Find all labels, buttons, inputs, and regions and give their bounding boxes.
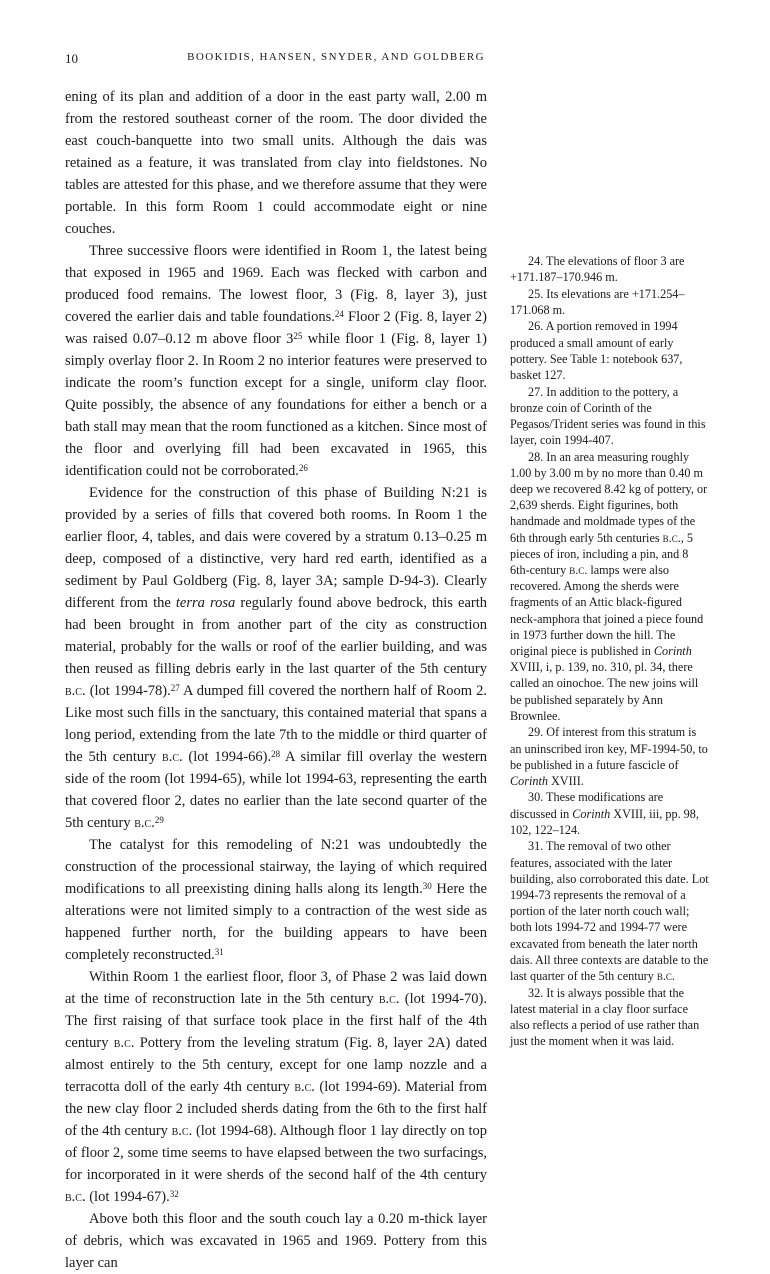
footnote-ref-24[interactable]: 24 (334, 308, 344, 319)
paragraph-1: ening of its plan and addition of a door in the east party wall, 2.00 m from the restored southeast corner of the room. The door divided the east couch-banquette into two small units. Although the dais was retained as a feature, it was translated from clay into fieldstones. No tables are attested for this phase, and we therefore assume that they were portable. In this form Room 1 could accommodate eight or nine couches. (65, 89, 487, 237)
footnote-29: 29. Of interest from this stratum is an uninscribed iron key, MF-1994-50, to be published in a future fascicle of Corinth XVIII. (510, 725, 708, 788)
paragraph-6: Above both this floor and the south couch lay a 0.20 m-thick layer of debris, which was excavated in 1965 and 1969. Pottery from this layer can (65, 1211, 487, 1271)
paragraph-5: Within Room 1 the earliest floor, floor 3, of Phase 2 was laid down at the time of reconstruction late in the 5th century b.c. (lot 1994-70). The first raising of that surface took place in the first half of the 4th century b.c. Pottery from the leveling stratum (Fig. 8, layer 2A) dated almost entirely to the 5th century, except for one lamp nozzle and a terracotta doll of the early 4th century b.c. (lot 1994-69). Material from the new clay floor 2 included sherds dating from the 6th to the first half of the 4th century b.c. (lot 1994-68). Although floor 1 lay directly on top of floor 2, some time seems to have elapsed between the two surfacings, for incorporated in it were sherds of the second half of the 4th century b.c. (lot 1994-67).$^{32}$ (65, 969, 488, 1205)
footnotes-column (510, 253, 710, 1050)
footnote-ref-32[interactable]: 32 (169, 1188, 179, 1199)
paragraph-3: Evidence for the construction of this phase of Building N:21 is provided by a series of fills that covered both rooms. In Room 1 the earlier floor, 4, tables, and dais were covered by a stratum 0.13–0.25 m deep, composed of a distinctive, very hard red earth, identified as a sediment by Paul Goldberg (Fig. 8, layer 3A; sample D-94-3). Clearly different from the terra rosa regularly found above bedrock, this earth had been brought in from another part of the city as construction material, probably for the walls or roof of the earlier building, and was then reused as filling debris early in the last quarter of the 5th century b.c. (lot 1994-78).$^{27}$ A dumped fill covered the northern half of Room 2. Like most such fills in the sanctuary, this contained material that spans a long period, extending from the late 7th to the middle or third quarter of the 5th century b.c. (lot 1994-66).$^{28}$ A similar fill overlay the western side of the room (lot 1994-65), while lot 1994-63, representing the earth that covered floor 2, dates no earlier than the late second quarter of the 5th century b.c.$^{29}$ (65, 485, 488, 831)
footnote-ref-26[interactable]: 26 (298, 462, 308, 473)
footnote-28: 28. In an area measuring roughly 1.00 by 3.00 m by no more than 0.40 m deep we recovered 8.42 kg of pottery, or 2,639 sherds. Eight figurines, both handmade and moldmade types of the 6th through early 5th centuries b.c., 5 pieces of iron, including a pin, and 8 6th-century b.c. lamps were also recovered. Among the sherds were fragments of an Attic black-figured neck-amphora that joined a piece found in 1973 further down the hill. The original piece is published in Corinth XVIII, i, p. 139, no. 310, pl. 34, there called an oinochoe. The new joins will be published separately by Ann Brownlee. (510, 449, 708, 723)
footnote-ref-29[interactable]: 29 (154, 814, 164, 825)
footnote-27: 27. In addition to the pottery, a bronze coin of Corinth of the Pegasos/Trident series was found in this layer, coin 1994-407. (510, 384, 706, 448)
footnote-ref-27[interactable]: 27 (170, 682, 180, 693)
footnote-31: 31. The removal of two other features, associated with the later building, also corroborated this date. Lot 1994-73 represents the removal of a portion of the later north couch wall; both lots 1994-72 and 1994-77 were excavated from beneath the later north dais. All three contexts are datable to the last quarter of the 5th century b.c. (510, 839, 709, 984)
footnote-ref-25[interactable]: 25 (293, 330, 303, 341)
footnote-25: 25. Its elevations are +171.254–171.068 m. (510, 286, 685, 317)
paragraph-2: Three successive floors were identified in Room 1, the latest being that exposed in 1965 and 1969. Each was flecked with carbon and produced food remains. The lowest floor, 3 (Fig. 8, layer 3), just covered the earlier dais and table foundations.$^{24}$ Floor 2 (Fig. 8, layer 2) was raised 0.07–0.12 m above floor $3^{25}$ while floor 1 (Fig. 8, layer 1) simply overlay floor 2. In Room 2 no interior features were preserved to indicate the room’s function except for a single, uniform clay floor. Quite possibly, the absence of any foundations for either a bench or a bath stall may mean that the room functioned as a kitchen. Since most of the floor and overlying fill had been excavated in 1965, this identification could not be corroborated.$^{26}$ (65, 243, 488, 479)
running-title: BOOKIDIS, HANSEN, SNYDER, AND GOLDBERG (187, 51, 485, 63)
footnote-26: 26. A portion removed in 1994 produced a small amount of early pottery. See Table 1: notebook 637, basket 127. (510, 319, 683, 383)
footnote-ref-30[interactable]: 30 (422, 880, 432, 891)
footnote-32: 32. It is always possible that the latest material in a clay floor surface also reflects a period of use rather than just the moment when it was laid. (510, 985, 700, 1049)
paragraph-4: The catalyst for this remodeling of N:21 was undoubtedly the construction of the processional stairway, the laying of which required modifications to all preexisting dining halls along its length.$^{30}$ Here the alterations were not limited simply to a contraction of the west side as happened further north, for the building appears to have been completely reconstructed.$^{31}$ (65, 837, 487, 963)
main-text-column (65, 86, 487, 1274)
page-number: 10 (65, 51, 78, 66)
footnote-ref-28[interactable]: 28 (271, 748, 281, 759)
running-head (65, 51, 485, 69)
footnote-24: 24. The elevations of floor 3 are +171.187–170.946 m. (510, 254, 685, 285)
footnote-ref-31[interactable]: 31 (214, 946, 224, 957)
footnote-30: 30. These modifications are discussed in Corinth XVIII, iii, pp. 98, 102, 122–124. (510, 790, 699, 837)
